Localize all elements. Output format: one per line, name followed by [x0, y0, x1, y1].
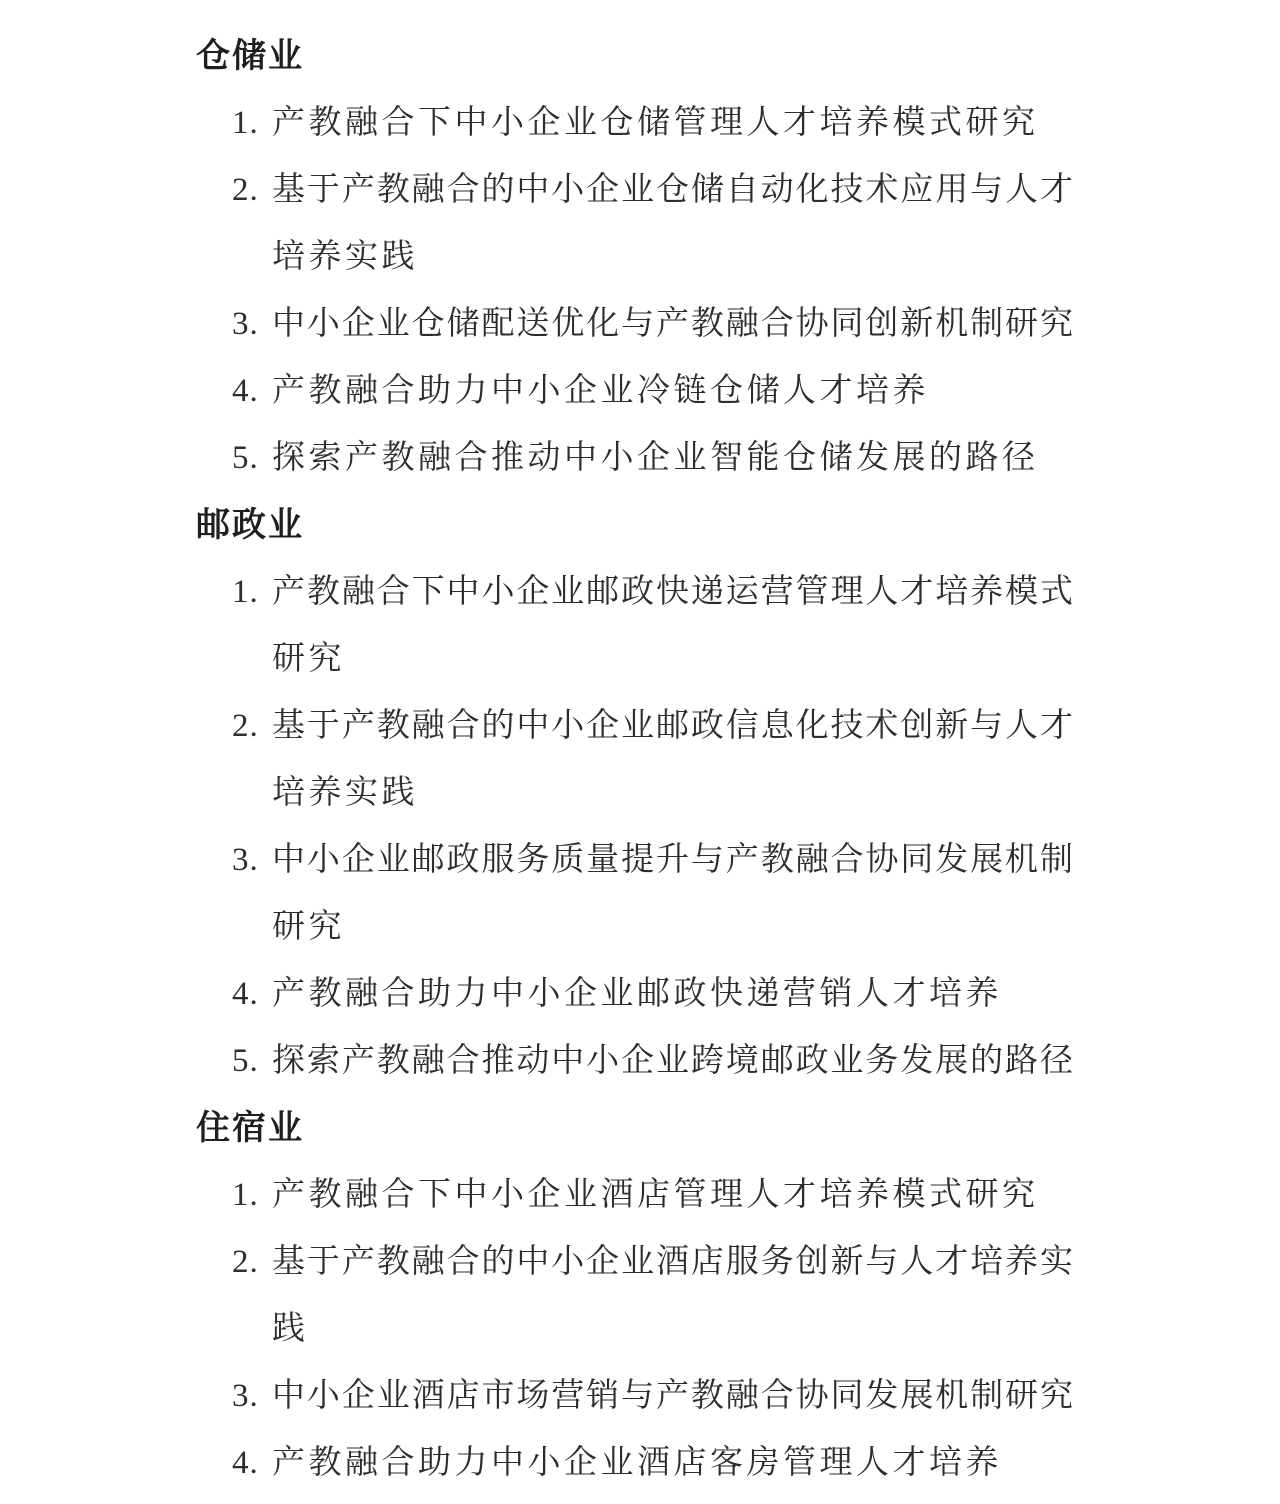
- item-line-text: [272, 1028, 1073, 1095]
- char: 探: [272, 1043, 305, 1079]
- char: 培: [970, 1244, 1004, 1280]
- char: 小: [551, 172, 585, 208]
- char: 人: [1005, 172, 1039, 208]
- item-lines: [272, 90, 1073, 157]
- char: 企: [586, 172, 620, 208]
- char: 动: [516, 1043, 550, 1079]
- item-lines: [272, 1363, 1073, 1430]
- char: 政: [795, 1043, 829, 1079]
- char: 企: [586, 708, 620, 744]
- char: 融: [795, 842, 829, 878]
- list-item: [196, 827, 1280, 961]
- char: 究: [1039, 306, 1073, 342]
- char: 产: [341, 172, 375, 208]
- char: 合: [376, 574, 410, 610]
- char: 合: [760, 306, 794, 342]
- char: 合: [446, 1244, 480, 1280]
- char: 教: [690, 306, 724, 342]
- char: 人: [1005, 708, 1039, 744]
- char: 于: [306, 708, 340, 744]
- char: 机: [935, 1378, 969, 1414]
- char: 研: [1005, 306, 1039, 342]
- item-lines: [272, 693, 1073, 827]
- char: 教: [376, 1043, 410, 1079]
- list-item: [196, 358, 1280, 425]
- item-line-text: 研究: [272, 641, 345, 677]
- char: 协: [795, 306, 829, 342]
- char: 储: [690, 172, 724, 208]
- char: 人: [865, 574, 899, 610]
- char: 协: [865, 842, 899, 878]
- char: 融: [411, 172, 445, 208]
- char: 的: [970, 1043, 1004, 1079]
- item-line-text: 研究: [272, 909, 345, 945]
- list-item: [196, 1229, 1280, 1363]
- char: 快: [655, 574, 689, 610]
- char: 教: [760, 842, 794, 878]
- char: 路: [1005, 1043, 1039, 1079]
- char: 中: [446, 574, 480, 610]
- char: 中: [516, 1244, 550, 1280]
- item-number: 4.: [232, 976, 259, 1012]
- char: 于: [306, 1244, 340, 1280]
- list-item: [196, 1028, 1280, 1095]
- item-number: 4.: [232, 1445, 259, 1481]
- list-item: [196, 90, 1280, 157]
- char: 业: [376, 306, 410, 342]
- char: 中: [272, 842, 305, 878]
- char: 跨: [690, 1043, 724, 1079]
- item-line-text: 培养实践: [272, 775, 418, 811]
- char: 市: [481, 1378, 515, 1414]
- char: 人: [900, 1244, 934, 1280]
- char: 基: [272, 172, 305, 208]
- char: 务: [865, 1043, 899, 1079]
- char: 小: [306, 306, 340, 342]
- char: 教: [376, 1244, 410, 1280]
- section-heading: 住宿业: [196, 1110, 304, 1147]
- char: 业: [655, 1043, 689, 1079]
- char: 协: [795, 1378, 829, 1414]
- item-lines: [272, 827, 1073, 961]
- char: 产: [725, 842, 759, 878]
- item-number: 1.: [232, 1177, 259, 1213]
- char: 中: [272, 306, 305, 342]
- char: 产: [655, 306, 689, 342]
- item-lines: [272, 1430, 1073, 1497]
- char: 合: [760, 1378, 794, 1414]
- char: 企: [621, 1043, 655, 1079]
- char: 制: [970, 306, 1004, 342]
- list-item: [196, 1162, 1280, 1229]
- char: 产: [341, 1043, 375, 1079]
- char: 递: [690, 574, 724, 610]
- char: 邮: [586, 574, 620, 610]
- char: 教: [690, 1378, 724, 1414]
- list-item: [196, 961, 1280, 1028]
- char: 的: [481, 708, 515, 744]
- char: 邮: [411, 842, 445, 878]
- char: 中: [551, 1043, 585, 1079]
- item-number: 5.: [232, 1043, 259, 1079]
- char: 量: [586, 842, 620, 878]
- char: 业: [621, 172, 655, 208]
- document-body: [196, 23, 1280, 1497]
- list-item: [196, 1363, 1280, 1430]
- list-item: [196, 291, 1280, 358]
- char: 应: [900, 172, 934, 208]
- section-heading: 邮政业: [196, 507, 304, 544]
- item-line-text: 培养实践: [272, 239, 418, 275]
- char: 企: [516, 574, 550, 610]
- item-lines: [272, 425, 1073, 492]
- char: 基: [272, 708, 305, 744]
- char: 政: [690, 708, 724, 744]
- char: 升: [655, 842, 689, 878]
- item-line-text: [272, 693, 1073, 760]
- char: 才: [935, 1244, 969, 1280]
- char: 融: [341, 574, 375, 610]
- item-line-text: [272, 559, 1073, 626]
- item-number: 1.: [232, 574, 259, 610]
- char: 展: [970, 842, 1004, 878]
- char: 企: [586, 1244, 620, 1280]
- char: 教: [306, 574, 340, 610]
- char: 创: [865, 306, 899, 342]
- char: 发: [865, 1378, 899, 1414]
- char: 究: [1039, 1378, 1073, 1414]
- char: 创: [900, 708, 934, 744]
- char: 的: [481, 1244, 515, 1280]
- char: 化: [586, 306, 620, 342]
- industry-section: [196, 492, 1280, 1095]
- char: 合: [446, 172, 480, 208]
- char: 才: [900, 574, 934, 610]
- item-number: 3.: [232, 842, 259, 878]
- char: 配: [481, 306, 515, 342]
- char: 养: [1005, 1244, 1039, 1280]
- char: 制: [1039, 842, 1073, 878]
- char: 送: [516, 306, 550, 342]
- item-lines: [272, 1028, 1073, 1095]
- item-lines: [272, 358, 1073, 425]
- industry-section: [196, 1095, 1280, 1497]
- char: 融: [411, 1244, 445, 1280]
- char: 才: [1039, 172, 1073, 208]
- char: 化: [795, 708, 829, 744]
- char: 运: [725, 574, 759, 610]
- char: 信: [725, 708, 759, 744]
- char: 推: [481, 1043, 515, 1079]
- list-item: [196, 693, 1280, 827]
- char: 术: [865, 708, 899, 744]
- item-lines: [272, 1162, 1073, 1229]
- item-line-text: 产教融合助力中小企业冷链仓储人才培养: [272, 373, 929, 409]
- char: 展: [935, 1043, 969, 1079]
- char: 实: [1039, 1244, 1073, 1280]
- char: 机: [1005, 842, 1039, 878]
- item-lines: [272, 291, 1073, 358]
- char: 才: [1039, 708, 1073, 744]
- char: 业: [551, 574, 585, 610]
- char: 仓: [411, 306, 445, 342]
- char: 创: [795, 1244, 829, 1280]
- char: 优: [551, 306, 585, 342]
- char: 发: [935, 842, 969, 878]
- char: 用: [935, 172, 969, 208]
- char: 合: [446, 708, 480, 744]
- char: 邮: [760, 1043, 794, 1079]
- char: 邮: [655, 708, 689, 744]
- industry-section: [196, 23, 1280, 492]
- char: 制: [970, 1378, 1004, 1414]
- char: 融: [725, 1378, 759, 1414]
- char: 与: [970, 708, 1004, 744]
- char: 场: [516, 1378, 550, 1414]
- char: 的: [481, 172, 515, 208]
- char: 提: [621, 842, 655, 878]
- char: 中: [272, 1378, 305, 1414]
- char: 境: [725, 1043, 759, 1079]
- char: 政: [621, 574, 655, 610]
- char: 小: [551, 708, 585, 744]
- item-line-text: 产教融合下中小企业仓储管理人才培养模式研究: [272, 105, 1039, 141]
- item-lines: [272, 1229, 1073, 1363]
- char: 酒: [655, 1244, 689, 1280]
- item-line-text: [272, 291, 1073, 358]
- char: 发: [900, 1043, 934, 1079]
- char: 小: [551, 1244, 585, 1280]
- char: 技: [830, 708, 864, 744]
- item-line-text: [272, 1363, 1073, 1430]
- char: 新: [900, 306, 934, 342]
- char: 索: [306, 1043, 340, 1079]
- char: 径: [1039, 1043, 1073, 1079]
- char: 中: [516, 708, 550, 744]
- char: 自: [725, 172, 759, 208]
- char: 营: [760, 574, 794, 610]
- char: 融: [411, 1043, 445, 1079]
- item-number: 2.: [232, 1244, 259, 1280]
- item-number: 4.: [232, 373, 259, 409]
- char: 式: [1039, 574, 1073, 610]
- item-lines: [272, 559, 1073, 693]
- item-number: 5.: [232, 440, 259, 476]
- char: 酒: [411, 1378, 445, 1414]
- char: 管: [795, 574, 829, 610]
- char: 营: [551, 1378, 585, 1414]
- char: 新: [935, 708, 969, 744]
- char: 养: [970, 574, 1004, 610]
- char: 销: [586, 1378, 620, 1414]
- char: 与: [690, 842, 724, 878]
- char: 动: [760, 172, 794, 208]
- char: 政: [446, 842, 480, 878]
- list-item: [196, 559, 1280, 693]
- char: 中: [516, 172, 550, 208]
- char: 小: [481, 574, 515, 610]
- section-heading: 仓储业: [196, 38, 304, 75]
- char: 于: [306, 172, 340, 208]
- char: 机: [935, 306, 969, 342]
- item-number: 2.: [232, 172, 259, 208]
- item-number: 1.: [232, 105, 259, 141]
- char: 业: [621, 708, 655, 744]
- item-line-text: [272, 827, 1073, 894]
- item-line-text: 践: [272, 1311, 309, 1347]
- char: 储: [446, 306, 480, 342]
- item-number: 3.: [232, 1378, 259, 1414]
- list-item: [196, 425, 1280, 492]
- char: 仓: [655, 172, 689, 208]
- char: 模: [1005, 574, 1039, 610]
- char: 与: [621, 1378, 655, 1414]
- item-lines: [272, 961, 1073, 1028]
- char: 企: [341, 306, 375, 342]
- item-line-text: 探索产教融合推动中小企业智能仓储发展的路径: [272, 440, 1039, 476]
- char: 店: [446, 1378, 480, 1414]
- char: 产: [272, 574, 305, 610]
- char: 教: [376, 708, 410, 744]
- char: 与: [621, 306, 655, 342]
- char: 同: [830, 1378, 864, 1414]
- char: 融: [411, 708, 445, 744]
- char: 质: [551, 842, 585, 878]
- char: 下: [411, 574, 445, 610]
- char: 服: [481, 842, 515, 878]
- char: 合: [830, 842, 864, 878]
- char: 小: [586, 1043, 620, 1079]
- char: 与: [970, 172, 1004, 208]
- char: 务: [516, 842, 550, 878]
- char: 服: [725, 1244, 759, 1280]
- char: 同: [830, 306, 864, 342]
- char: 业: [376, 1378, 410, 1414]
- char: 业: [830, 1043, 864, 1079]
- char: 企: [341, 842, 375, 878]
- char: 教: [376, 172, 410, 208]
- char: 企: [341, 1378, 375, 1414]
- char: 小: [306, 842, 340, 878]
- list-item: [196, 1430, 1280, 1497]
- char: 技: [830, 172, 864, 208]
- item-line-text: 产教融合助力中小企业酒店客房管理人才培养: [272, 1445, 1002, 1481]
- item-lines: [272, 157, 1073, 291]
- char: 融: [725, 306, 759, 342]
- char: 与: [865, 1244, 899, 1280]
- char: 产: [341, 1244, 375, 1280]
- list-item: [196, 157, 1280, 291]
- char: 研: [1005, 1378, 1039, 1414]
- item-line-text: 产教融合助力中小企业邮政快递营销人才培养: [272, 976, 1002, 1012]
- char: 新: [830, 1244, 864, 1280]
- char: 基: [272, 1244, 305, 1280]
- char: 合: [446, 1043, 480, 1079]
- item-number: 3.: [232, 306, 259, 342]
- char: 术: [865, 172, 899, 208]
- char: 培: [935, 574, 969, 610]
- char: 化: [795, 172, 829, 208]
- item-number: 2.: [232, 708, 259, 744]
- char: 同: [900, 842, 934, 878]
- item-line-text: [272, 157, 1073, 224]
- char: 展: [900, 1378, 934, 1414]
- char: 业: [621, 1244, 655, 1280]
- item-line-text: 产教融合下中小企业酒店管理人才培养模式研究: [272, 1177, 1039, 1213]
- item-line-text: [272, 1229, 1073, 1296]
- char: 息: [760, 708, 794, 744]
- char: 业: [376, 842, 410, 878]
- char: 小: [306, 1378, 340, 1414]
- char: 理: [830, 574, 864, 610]
- char: 务: [760, 1244, 794, 1280]
- char: 产: [341, 708, 375, 744]
- char: 店: [690, 1244, 724, 1280]
- char: 产: [655, 1378, 689, 1414]
